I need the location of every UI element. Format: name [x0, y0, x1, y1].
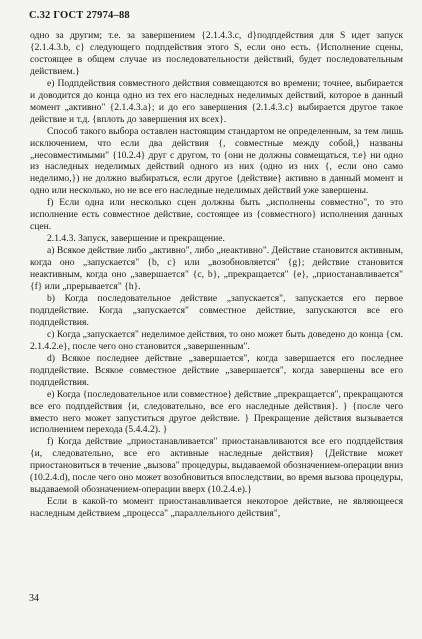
- paragraph: Способ такого выбора оставлен настоящим стандартом не определенным, за тем лишь исключением, что если два действия {, совместные между собой,} названы „несовместимыми" {10.2.4} друг с другом, то {они не должны совмещаться, т.е} ни одно из наследных неделимых действий одного из них (одно из них {, если оно само неделимо,}) не должно выбираться, если другое {действие} активно в данный момент и одно или несколько, но не все его наследные неделимых действий уже завершены.: [30, 125, 403, 197]
- paragraph: 2.1.4.3. Запуск, завершение и прекращение.: [47, 233, 225, 245]
- paragraph: е) Когда {последовательное или совместное} действие „прекращается", прекращаются все его подпдействия {и, следовательно, все его наследные действия}. } {после чего вместо него может запуститься другое действие. } Прекращение действия вызывается исполнением перехода (5.4.4.2). }: [30, 388, 403, 436]
- paragraph: одно за другим; т.е. за завершением {2.1.4.3.с, d}подпдействия для S идет запуск {2.1.4.3.b, c} следующего подпдействия этого S, если оно есть. {Исполнение сцены, состоящее в общем случае из последовательности действий, будет последовательным действием.}: [30, 30, 403, 77]
- body-text: [30, 30, 403, 520]
- paragraph: Если в какой-то момент приостанавливается некоторое действие, не являющееся наследным действием „процесса" „параллельного действия",: [30, 496, 403, 520]
- page-number: 34: [29, 593, 39, 604]
- paragraph: f) Если одна или несколько сцен должны быть „исполнены совместно", то это исполнение есть совместное действие, состоящее из {совместного} исполнения данных сцен.: [30, 197, 403, 233]
- paragraph: а) Всякое действие либо „активно", либо „неактивно". Действие становится активным, когда оно „запускается" {b, c} или „возобновляется" {g}; действие становится неактивным, когда оно „завершается" {c, b}, „прекращается" {e}, „приостанавливается" {f} или „прерывается" {h}.: [30, 245, 403, 293]
- paragraph: с) Когда „запускается" неделимое действия, то оно может быть доведено до конца {см. 2.1.4.2.е}, после чего оно становится „завершенным".: [30, 328, 403, 352]
- paragraph: d) Всякое последнее действие „завершается", когда завершается его последнее подпдействие. Всякое совместное действие „завершается", когда завершены все его подпдействия.: [30, 352, 403, 388]
- paragraph: b) Когда последовательное действие „запускается", запускается его первое подпдействие. Когда „запускается" совместное действие, запускаются все его подпдействия.: [30, 292, 403, 328]
- running-header: С.32 ГОСТ 27974–88: [29, 10, 130, 21]
- paragraph: е) Подпдействия совместного действия совмещаются во времени; точнее, выбирается и доводится до конца одно из тех его наследных неделимых действий, которое в данный момент „активно" {2.1.4.3.а}; и до его завершения {2.1.4.3.с} выбирается другое такое действие и т.д. {вплоть до завершения их всех}.: [30, 77, 403, 125]
- paragraph: f) Когда действие „приостанавливается" приостанавливаются все его подпдействия {и, следовательно, все его активные наследные действия} {Действие может приостановиться в течение „вызова" процедуры, выдаваемой обозначением-операции вниз (10.2.4.d), после чего оно может возобновиться впоследствии, во время вызова процедуры, выдаваемой обозначением-операции вверх (10.2.4.е).}: [30, 436, 403, 496]
